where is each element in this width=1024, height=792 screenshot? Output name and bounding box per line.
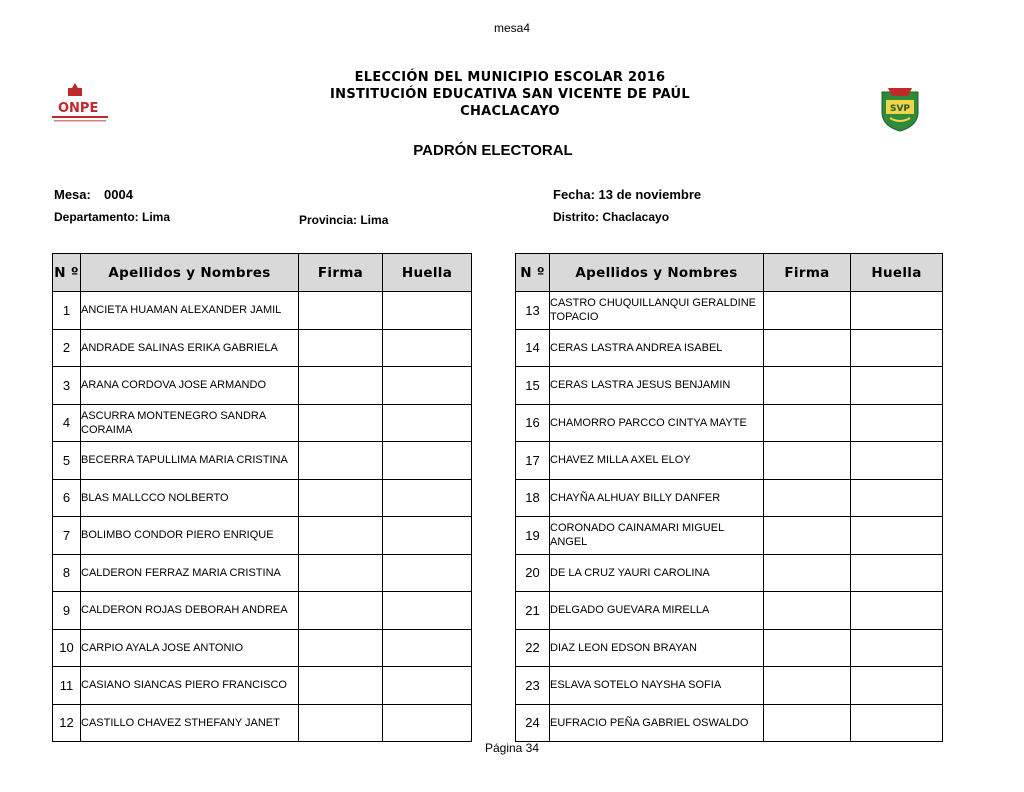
huella-cell	[851, 404, 943, 442]
table-row	[53, 329, 472, 367]
firma-cell	[764, 479, 851, 517]
header-name: Apellidos y Nombres	[550, 254, 764, 292]
voter-name: DELGADO GUEVARA MIRELLA	[550, 592, 764, 630]
voter-name: CALDERON ROJAS DEBORAH ANDREA	[81, 592, 299, 630]
voter-name: CALDERON FERRAZ MARIA CRISTINA	[81, 554, 299, 592]
voter-name: EUFRACIO PEÑA GABRIEL OSWALDO	[550, 704, 764, 742]
table-row	[53, 554, 472, 592]
table-row	[516, 667, 943, 705]
huella-cell	[383, 667, 472, 705]
firma-cell	[764, 517, 851, 555]
header-huella: Huella	[851, 254, 943, 292]
huella-cell	[851, 592, 943, 630]
row-number: 6	[53, 479, 81, 517]
voter-name: DIAZ LEON EDSON BRAYAN	[550, 629, 764, 667]
fecha-label: Fecha: 13 de noviembre	[553, 187, 702, 202]
voter-name: CASTILLO CHAVEZ STHEFANY JANET	[81, 704, 299, 742]
voter-name: DE LA CRUZ YAURI CAROLINA	[550, 554, 764, 592]
firma-cell	[299, 329, 383, 367]
table-row	[516, 292, 943, 330]
firma-cell	[299, 479, 383, 517]
huella-cell	[851, 629, 943, 667]
title-line-3: CHACLACAYO	[460, 104, 560, 119]
row-number: 17	[516, 442, 550, 480]
voter-name: CERAS LASTRA ANDREA ISABEL	[550, 329, 764, 367]
voter-name: CHAMORRO PARCCO CINTYA MAYTE	[550, 404, 764, 442]
firma-cell	[764, 404, 851, 442]
firma-cell	[299, 629, 383, 667]
row-number: 5	[53, 442, 81, 480]
header-firma: Firma	[764, 254, 851, 292]
row-number: 12	[53, 704, 81, 742]
header-num: N º	[516, 254, 550, 292]
huella-cell	[383, 479, 472, 517]
voter-name: ARANA CORDOVA JOSE ARMANDO	[81, 367, 299, 405]
huella-cell	[383, 592, 472, 630]
school-crest-logo	[878, 86, 922, 132]
table-row	[53, 479, 472, 517]
voter-name: CERAS LASTRA JESUS BENJAMIN	[550, 367, 764, 405]
table-row	[53, 629, 472, 667]
table-row	[53, 592, 472, 630]
firma-cell	[764, 592, 851, 630]
huella-cell	[851, 517, 943, 555]
row-number: 16	[516, 404, 550, 442]
huella-cell	[851, 292, 943, 330]
firma-cell	[764, 629, 851, 667]
firma-cell	[299, 292, 383, 330]
table-row	[516, 367, 943, 405]
padron-table-right	[515, 253, 943, 742]
firma-cell	[764, 554, 851, 592]
table-row	[53, 442, 472, 480]
huella-cell	[383, 517, 472, 555]
huella-cell	[383, 629, 472, 667]
row-number: 13	[516, 292, 550, 330]
firma-cell	[299, 367, 383, 405]
voter-name: BLAS MALLCCO NOLBERTO	[81, 479, 299, 517]
school-crest-text: SVP	[889, 104, 911, 114]
firma-cell	[764, 367, 851, 405]
huella-cell	[383, 329, 472, 367]
row-number: 9	[53, 592, 81, 630]
huella-cell	[383, 554, 472, 592]
voter-name: CASTRO CHUQUILLANQUI GERALDINE TOPACIO	[550, 292, 764, 330]
distrito-label: Distrito: Chaclacayo	[553, 210, 670, 224]
table-header-row	[53, 254, 472, 292]
table-row	[516, 479, 943, 517]
voter-name: ESLAVA SOTELO NAYSHA SOFIA	[550, 667, 764, 705]
row-number: 8	[53, 554, 81, 592]
firma-cell	[764, 442, 851, 480]
firma-cell	[764, 292, 851, 330]
title-line-2: INSTITUCIÓN EDUCATIVA SAN VICENTE DE PAÚL	[330, 87, 690, 102]
firma-cell	[299, 442, 383, 480]
voter-name: CARPIO AYALA JOSE ANTONIO	[81, 629, 299, 667]
row-number: 23	[516, 667, 550, 705]
voter-name: CHAVEZ MILLA AXEL ELOY	[550, 442, 764, 480]
table-row	[53, 517, 472, 555]
table-row	[516, 704, 943, 742]
header-num: N º	[53, 254, 81, 292]
row-number: 3	[53, 367, 81, 405]
huella-cell	[383, 367, 472, 405]
firma-cell	[299, 404, 383, 442]
page-number: Página 34	[484, 741, 540, 755]
firma-cell	[764, 704, 851, 742]
padron-table-left	[52, 253, 472, 742]
table-row	[516, 517, 943, 555]
row-number: 1	[53, 292, 81, 330]
provincia-label: Provincia: Lima	[299, 213, 389, 227]
header-huella: Huella	[383, 254, 472, 292]
departamento-label: Departamento: Lima	[54, 210, 171, 224]
onpe-logo	[50, 82, 112, 128]
row-number: 20	[516, 554, 550, 592]
table-row	[516, 329, 943, 367]
huella-cell	[383, 404, 472, 442]
voter-name: ASCURRA MONTENEGRO SANDRA CORAIMA	[81, 404, 299, 442]
mesa-value: 0004	[104, 187, 133, 202]
document-title	[270, 69, 750, 120]
row-number: 18	[516, 479, 550, 517]
padron-subtitle: PADRÓN ELECTORAL	[413, 142, 573, 159]
voter-name: BECERRA TAPULLIMA MARIA CRISTINA	[81, 442, 299, 480]
row-number: 4	[53, 404, 81, 442]
header-name: Apellidos y Nombres	[81, 254, 299, 292]
firma-cell	[299, 554, 383, 592]
firma-cell	[299, 517, 383, 555]
row-number: 11	[53, 667, 81, 705]
onpe-logo-text: ONPE	[58, 101, 99, 116]
table-row	[53, 667, 472, 705]
table-row	[53, 704, 472, 742]
huella-cell	[851, 704, 943, 742]
voter-name: ANDRADE SALINAS ERIKA GABRIELA	[81, 329, 299, 367]
firma-cell	[764, 667, 851, 705]
row-number: 2	[53, 329, 81, 367]
huella-cell	[851, 329, 943, 367]
row-number: 19	[516, 517, 550, 555]
huella-cell	[851, 667, 943, 705]
table-row	[516, 592, 943, 630]
huella-cell	[851, 442, 943, 480]
voter-name: ANCIETA HUAMAN ALEXANDER JAMIL	[81, 292, 299, 330]
row-number: 15	[516, 367, 550, 405]
row-number: 7	[53, 517, 81, 555]
mesa-label: Mesa:	[54, 187, 91, 202]
title-line-1: ELECCIÓN DEL MUNICIPIO ESCOLAR 2016	[354, 70, 666, 85]
row-number: 14	[516, 329, 550, 367]
row-number: 21	[516, 592, 550, 630]
huella-cell	[383, 292, 472, 330]
table-row	[516, 554, 943, 592]
firma-cell	[299, 704, 383, 742]
huella-cell	[851, 479, 943, 517]
table-row	[53, 367, 472, 405]
huella-cell	[851, 554, 943, 592]
voter-name: CASIANO SIANCAS PIERO FRANCISCO	[81, 667, 299, 705]
huella-cell	[383, 442, 472, 480]
sheet-name: mesa4	[493, 21, 531, 35]
row-number: 24	[516, 704, 550, 742]
huella-cell	[383, 704, 472, 742]
firma-cell	[299, 667, 383, 705]
voter-name: CHAYÑA ALHUAY BILLY DANFER	[550, 479, 764, 517]
table-header-row	[516, 254, 943, 292]
table-row	[53, 292, 472, 330]
voter-name: CORONADO CAINAMARI MIGUEL ANGEL	[550, 517, 764, 555]
table-row	[53, 404, 472, 442]
table-row	[516, 404, 943, 442]
firma-cell	[764, 329, 851, 367]
table-row	[516, 629, 943, 667]
row-number: 22	[516, 629, 550, 667]
table-row	[516, 442, 943, 480]
huella-cell	[851, 367, 943, 405]
voter-name: BOLIMBO CONDOR PIERO ENRIQUE	[81, 517, 299, 555]
row-number: 10	[53, 629, 81, 667]
header-firma: Firma	[299, 254, 383, 292]
firma-cell	[299, 592, 383, 630]
